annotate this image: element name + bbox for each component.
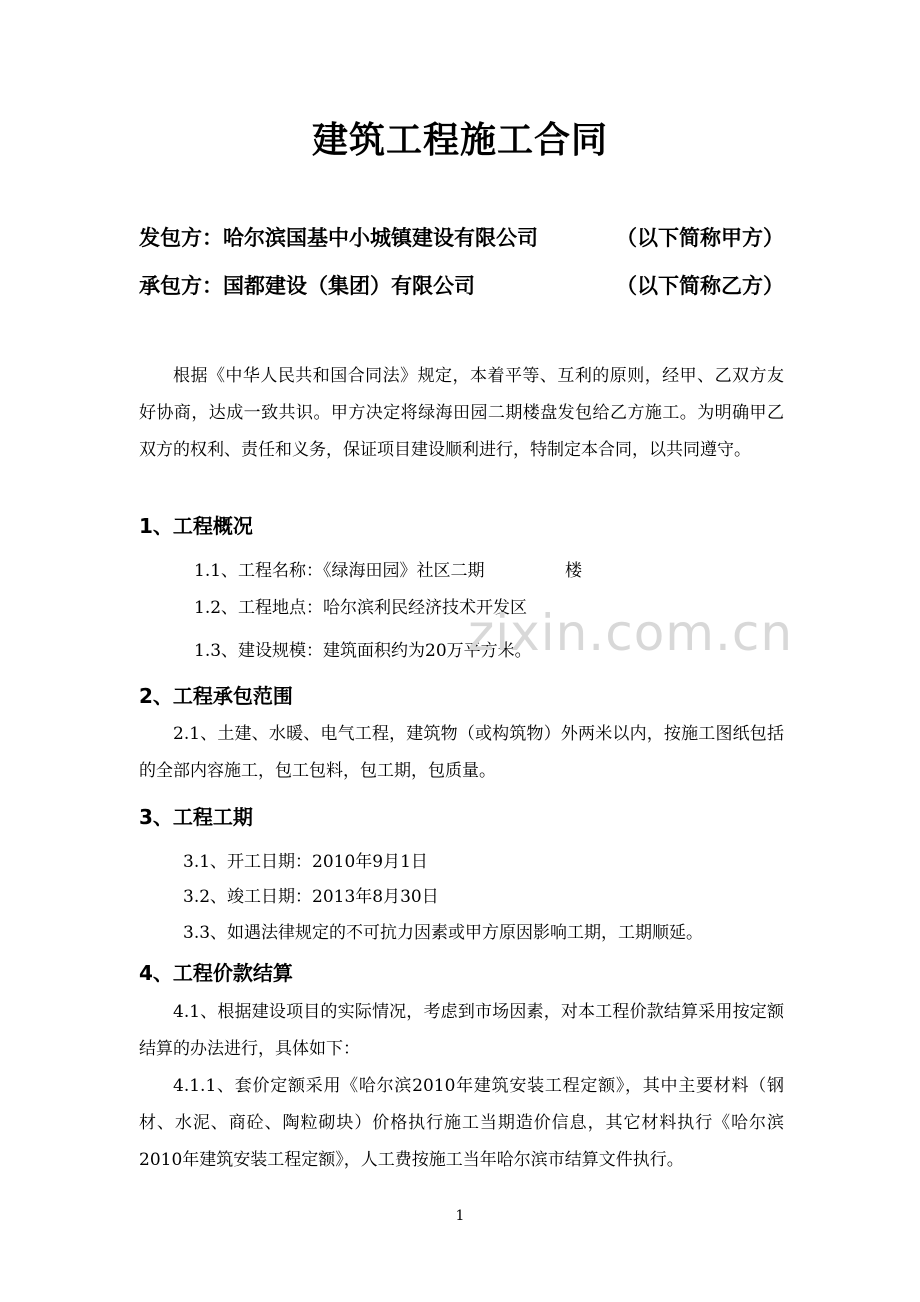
clause-2-1: 2.1、土建、水暖、电气工程，建筑物（或构筑物）外两米以内，按施工图纸包括的全部内容施工，包工包料，包工期，包质量。 [139,724,784,781]
clause-4-1-1: 4.1.1、套价定额采用《哈尔滨2010年建筑安装工程定额》，其中主要材料（钢材、水泥、商砼、陶粒砌块）价格执行施工当期造价信息，其它材料执行《哈尔滨2010年建筑安装工程定额》，人工费按施工当年哈尔滨市结算文件执行。 [139,1076,784,1170]
party-a-alias: （以下简称甲方） [616,226,784,250]
preamble-paragraph: 根据《中华人民共和国合同法》规定，本着平等、互利的原则，经甲、乙双方友好协商，达成一致共识。甲方决定将绿海田园二期楼盘发包给乙方施工。为明确甲乙双方的权利、责任和义务，保证项目建设顺利进行，特制定本合同，以共同遵守。 [139,366,784,460]
section-heading-2: 2、工程承包范围 [139,684,293,708]
clause-1-1-trail: 楼 [565,561,582,581]
clause-3-1: 3.1、开工日期：2010年9月1日 [183,852,428,872]
clause-1-3: 1.3、建设规模：建筑面积约为20万平方米。 [194,641,532,661]
party-a-line [139,222,784,262]
clause-1-1 [139,556,839,581]
clause-4-1: 4.1、根据建设项目的实际情况，考虑到市场因素，对本工程价款结算采用按定额结算的办法进行，具体如下： [139,1002,784,1059]
party-a-label: 发包方：哈尔滨国基中小城镇建设有限公司 [139,226,538,250]
clause-1-1-text: 1.1、工程名称：《绿海田园》社区二期 [194,561,485,581]
contract-title: 建筑工程施工合同 [311,120,608,161]
section-heading-3: 3、工程工期 [139,805,253,829]
clause-3-2: 3.2、竣工日期：2013年8月30日 [183,887,439,907]
clause-1-2: 1.2、工程地点：哈尔滨利民经济技术开发区 [194,598,528,618]
page-number: 1 [455,1208,465,1224]
party-b-alias: （以下简称乙方） [616,274,784,298]
section-heading-1: 1、工程概况 [139,514,253,538]
party-b-line [139,270,784,310]
party-b-label: 承包方：国都建设（集团）有限公司 [139,274,475,298]
watermark: zixin.com.cn [468,604,794,662]
clause-3-3: 3.3、如遇法律规定的不可抗力因素或甲方原因影响工期，工期顺延。 [183,923,704,943]
section-heading-4: 4、工程价款结算 [139,961,293,985]
